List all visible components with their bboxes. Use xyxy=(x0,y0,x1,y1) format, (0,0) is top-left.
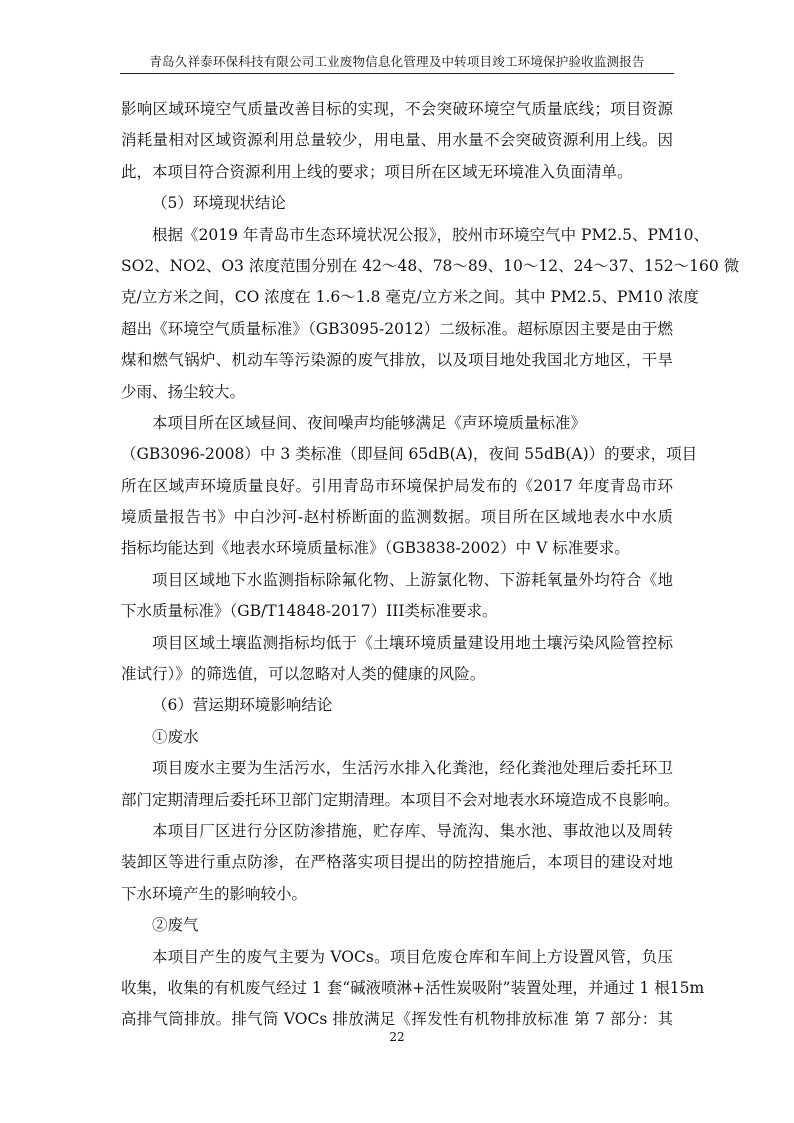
text-line: 少雨、扬尘较大。 xyxy=(121,382,246,401)
section-heading: ①废水 xyxy=(152,727,199,746)
text-line: 超出《环境空气质量标准》（GB3095-2012）二级标准。超标原因主要是由于燃 xyxy=(121,319,673,338)
text-line: （GB3096-2008）中 3 类标准（即昼间 65dB(A)，夜间 55dB(A)）的要求，项目 xyxy=(121,445,698,464)
text-line: 境质量报告书》中白沙河-赵村桥断面的监测数据。项目所在区域地表水中水质 xyxy=(121,508,673,527)
section-heading: （5）环境现状结论 xyxy=(152,194,286,213)
text-line: 准试行）》的筛选值，可以忽略对人类的健康的风险。 xyxy=(121,665,486,684)
page-number: 22 xyxy=(389,1030,405,1044)
text-line: 消耗量相对区域资源利用总量较少，用电量、用水量不会突破资源利用上线。因 xyxy=(121,131,673,150)
document-body xyxy=(121,94,740,1036)
page-header: 青岛久祥泰环保科技有限公司工业废物信息化管理及中转项目竣工环境保护验收监测报告 xyxy=(149,54,645,69)
text-line: SO2、NO2、O3 浓度范围分别在 42～48、78～89、10～12、24～37、152～160 微 xyxy=(121,256,740,275)
text-line: 装卸区等进行重点防渗，在严格落实项目提出的防控措施后，本项目的建设对地 xyxy=(121,853,673,872)
section-heading: ②废气 xyxy=(152,916,199,935)
text-line: 项目废水主要为生活污水，生活污水排入化粪池，经化粪池处理后委托环卫 xyxy=(152,759,673,778)
text-line: 收集，收集的有机废气经过 1 套“碱液喷淋+活性炭吸附”装置处理，并通过 1 根15m xyxy=(121,978,705,997)
text-line: 高排气筒排放。排气筒 VOCs 排放满足《挥发性有机物排放标准 第 7 部分：其 xyxy=(121,1010,673,1029)
text-line: 项目区域地下水监测指标除氟化物、上游氯化物、下游耗氧量外均符合《地 xyxy=(152,570,673,589)
text-line: 下水质量标准》（GB/T14848-2017）III类标准要求。 xyxy=(121,602,498,621)
text-line: 下水环境产生的影响较小。 xyxy=(121,884,308,903)
text-line: 煤和燃气锅炉、机动车等污染源的废气排放，以及项目地处我国北方地区，干旱 xyxy=(121,351,673,370)
text-line: 项目区域土壤监测指标均低于《土壤环境质量建设用地土壤污染风险管控标 xyxy=(152,633,673,652)
header-divider xyxy=(120,73,674,74)
text-line: 本项目产生的废气主要为 VOCs。项目危废仓库和车间上方设置风管，负压 xyxy=(152,947,673,966)
text-line: 影响区域环境空气质量改善目标的实现，不会突破环境空气质量底线；项目资源 xyxy=(121,100,673,118)
text-line: 此，本项目符合资源利用上线的要求；项目所在区域无环境准入负面清单。 xyxy=(121,162,633,181)
text-line: 指标均能达到《地表水环境质量标准》（GB3838-2002）中 V 标准要求。 xyxy=(121,539,630,558)
text-line: 部门定期清理后委托环卫部门定期清理。本项目不会对地表水环境造成不良影响。 xyxy=(121,790,680,809)
text-line: 本项目所在区域昼间、夜间噪声均能够满足《声环境质量标准》 xyxy=(152,413,587,432)
text-line: 所在区域声环境质量良好。引用青岛市环境保护局发布的《2017 年度青岛市环 xyxy=(121,476,673,495)
text-line: 本项目厂区进行分区防渗措施，贮存库、导流沟、集水池、事故池以及周转 xyxy=(152,821,673,840)
text-line: 根据《2019 年青岛市生态环境状况公报》，胶州市环境空气中 PM2.5、PM10、 xyxy=(152,225,710,244)
section-heading: （6）营运期环境影响结论 xyxy=(152,696,333,715)
text-line: 克/立方米之间，CO 浓度在 1.6～1.8 毫克/立方米之间。其中 PM2.5、PM10 浓度 xyxy=(121,288,699,307)
